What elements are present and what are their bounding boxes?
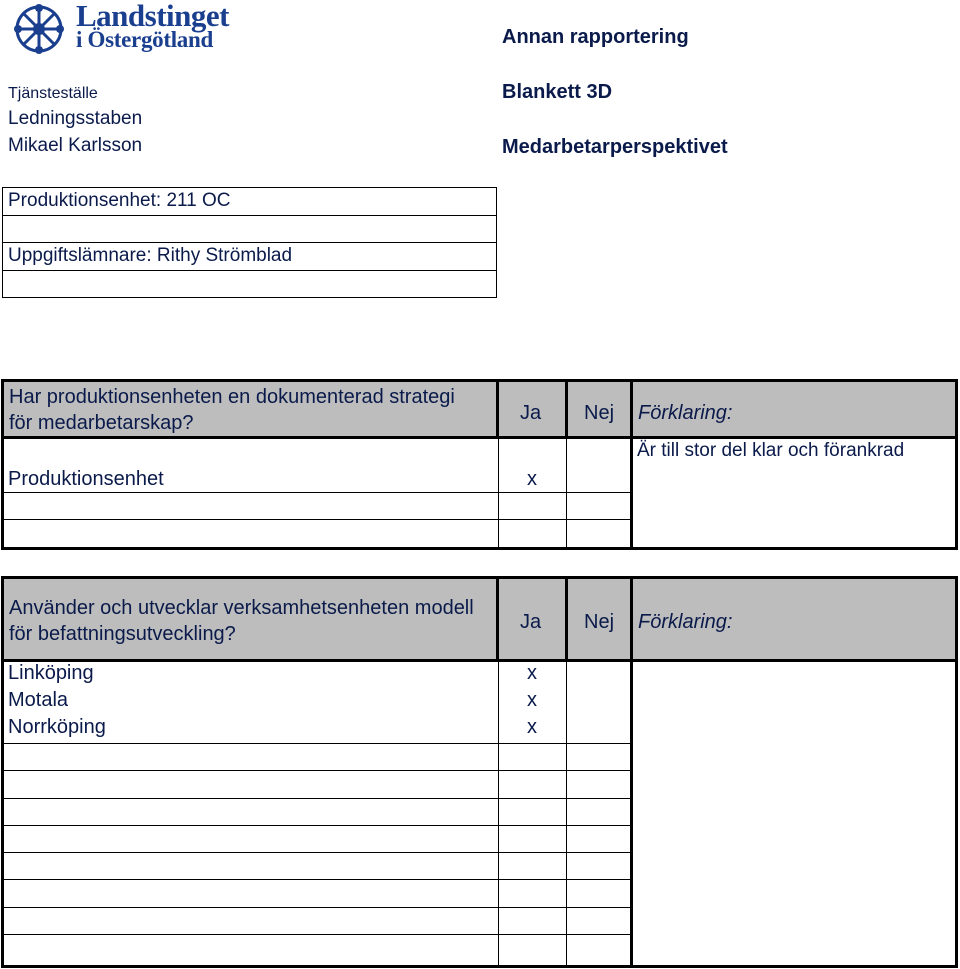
logo-wordmark-line2: i Östergötland	[76, 27, 213, 52]
row-label-norrkoping: Norrköping	[8, 716, 106, 738]
question-1-table	[1, 379, 958, 550]
person-name: Mikael Karlsson	[8, 135, 143, 156]
explanation-header: Förklaring:	[638, 611, 733, 633]
question-2-table	[1, 576, 958, 968]
ja-header: Ja	[520, 402, 542, 424]
explanation-header: Förklaring:	[638, 402, 733, 424]
ja-mark: x	[527, 468, 537, 490]
row-label-motala: Motala	[8, 689, 69, 711]
nej-header: Nej	[584, 611, 615, 633]
form-name: Blankett 3D	[502, 81, 613, 103]
unit-text: Produktionsenhet: 211 OC	[8, 190, 231, 211]
reporter-text: Uppgiftslämnare: Rithy Strömblad	[8, 245, 293, 266]
blank-row	[3, 271, 496, 298]
page-title: Annan rapportering	[502, 26, 689, 48]
perspective-title: Medarbetarperspektivet	[502, 136, 728, 158]
ja-mark: x	[527, 689, 537, 711]
question-1-header	[1, 379, 958, 439]
logo-wordmark-line1: Landstinget	[76, 0, 229, 33]
blank-row	[3, 216, 496, 243]
row-label: Produktionsenhet	[8, 468, 164, 490]
info-box	[2, 187, 497, 298]
ja-mark: x	[527, 662, 537, 684]
reporter-row	[3, 243, 496, 271]
row-label-linkoping: Linköping	[8, 662, 94, 684]
department-name: Ledningsstaben	[8, 108, 143, 129]
unit-row	[3, 188, 496, 216]
landstinget-logo-icon	[10, 2, 68, 56]
nej-header: Nej	[584, 402, 615, 424]
explanation-text: Är till stor del klar och förankrad	[637, 440, 905, 461]
ja-mark: x	[527, 716, 537, 738]
question-2-header	[1, 576, 958, 662]
ja-header: Ja	[520, 611, 542, 633]
question-1-text: Har produktionsenheten en dokumenterad strategi för medarbetarskap?	[9, 386, 455, 434]
question-2-text: Använder och utvecklar verksamhetsenheten modell för befattningsutveckling?	[9, 597, 474, 645]
workplace-label: Tjänsteställe	[8, 85, 98, 102]
